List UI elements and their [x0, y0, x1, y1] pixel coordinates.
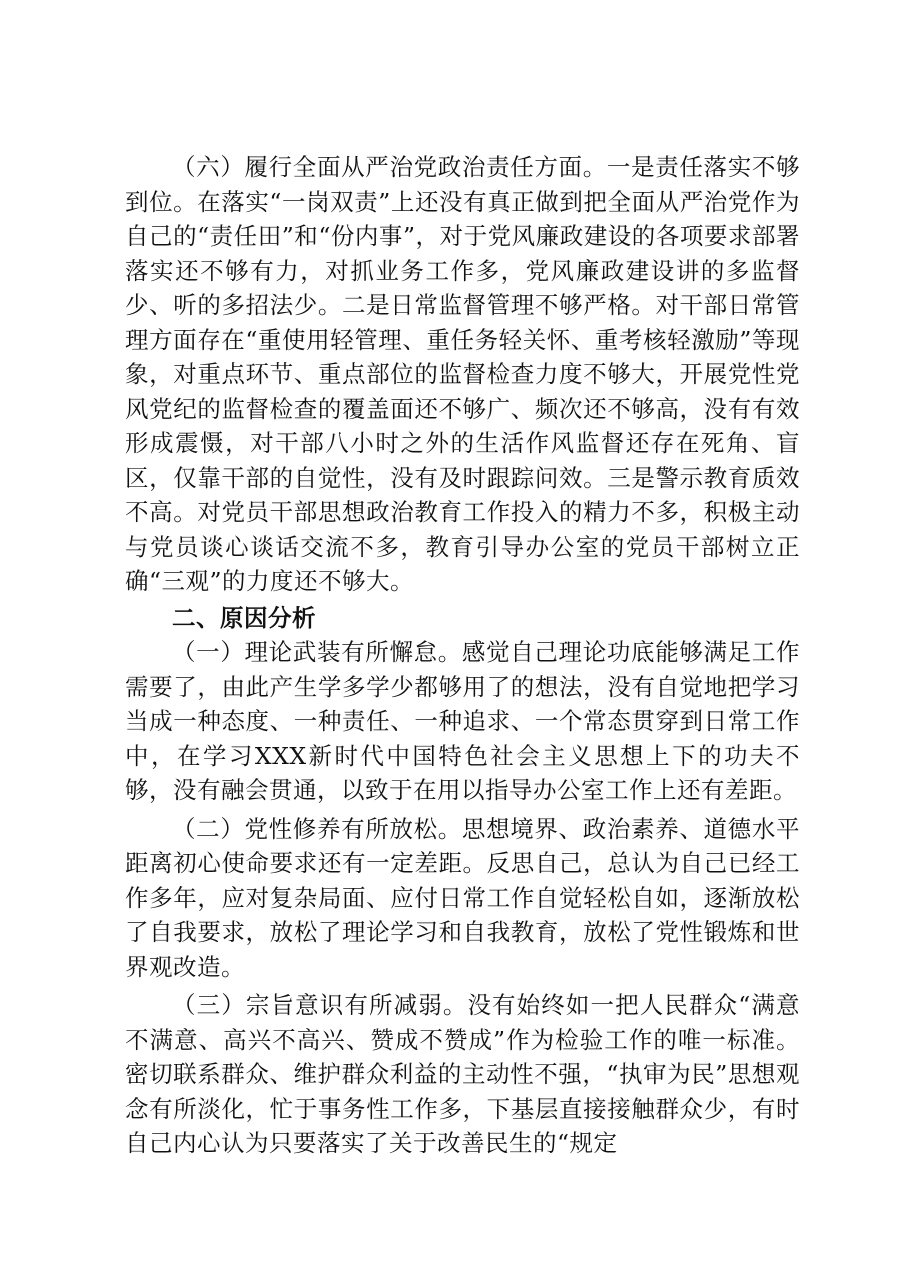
cause-two-lead: （二）党性修养有所放松。: [172, 814, 462, 843]
paragraph-section-six: [125, 150, 800, 599]
cause-two-body: 思想境界、政治素养、道德水平距离初心使命要求还有一定差距。反思自己，总认为自己已经工作多年，应对复杂局面、应付日常工作自觉轻松自如，逐渐放松了自我要求，放松了理论学习和自我教育，放松了党性锻炼和世界观改造。: [125, 814, 801, 981]
document-body: [125, 150, 800, 1161]
section-six-lead: （六）履行全面从严治党政治责任方面。: [172, 153, 607, 181]
paragraph-cause-one: [125, 635, 800, 808]
cause-three-lead: （三）宗旨意识有所减弱。: [172, 991, 468, 1019]
heading-cause-analysis: 二、原因分析: [172, 603, 316, 632]
cause-one-lead: （一）理论武装有所懈怠。: [172, 638, 462, 666]
paragraph-cause-three: [125, 988, 800, 1161]
paragraph-cause-two: [125, 812, 800, 985]
section-six-body: 一是责任落实不够到位。在落实“一岗双责”上还没有真正做到把全面从严治党作为自己的“责任田”和“份内事”，对于党风廉政建设的各项要求部署落实还不够有力，对抓业务工作多，党风廉政建设讲的多监督少、听的多招法少。二是日常监督管理不够严格。对干部日常管理方面存在“重使用轻管理、重任务轻关怀、重考核轻激励”等现象，对重点环节、重点部位的监督检查力度不够大，开展党性党风党纪的监督检查的覆盖面还不够广、频次还不够高，没有有效形成震慑，对干部八小时之外的生活作风监督还存在死角、盲区，仅靠干部的自觉性，没有及时跟踪问效。三是警示教育质效不高。对党员干部思想政治教育工作投入的精力不多，积极主动与党员谈心谈话交流不多，教育引导办公室的党员干部树立正确“三观”的力度还不够大。: [125, 153, 801, 595]
cause-three-body: 没有始终如一把人民群众“满意不满意、高兴不高兴、赞成不赞成”作为检验工作的唯一标准。密切联系群众、维护群众利益的主动性不强，“执审为民”思想观念有所淡化，忙于事务性工作多，下基层直接接触群众少，有时自己内心认为只要落实了关于改善民生的“规定: [125, 991, 801, 1157]
cause-one-body: 感觉自己理论功底能够满足工作需要了，由此产生学多学少都够用了的想法，没有自觉地把学习当成一种态度、一种责任、一种追求、一个常态贯穿到日常工作中，在学习XXX新时代中国特色社会主义思想上下的功夫不够，没有融会贯通，以致于在用以指导办公室工作上还有差距。: [125, 638, 801, 804]
